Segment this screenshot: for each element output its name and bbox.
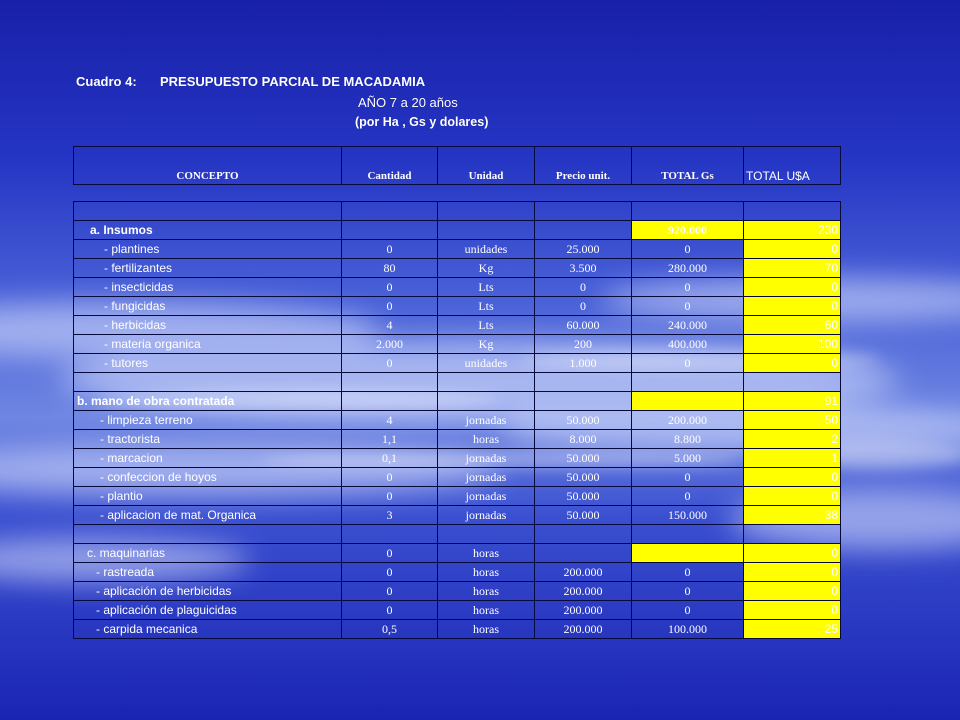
row-cantidad: 4 <box>342 411 438 430</box>
row-precio: 50.000 <box>535 506 632 525</box>
row-cantidad: 2.000 <box>342 335 438 354</box>
row-cantidad: 0 <box>342 563 438 582</box>
row-total-gs: 240.000 <box>632 316 744 335</box>
row-total-usd: 0 <box>744 563 841 582</box>
row-cantidad: 0,5 <box>342 620 438 639</box>
row-concepto: - confeccion de hoyos <box>74 468 342 487</box>
row-concepto: - carpida mecanica <box>74 620 342 639</box>
header-concepto: CONCEPTO <box>74 147 342 185</box>
section-label-maquinarias: c. maquinarias <box>74 544 342 563</box>
header-precio: Precio unit. <box>535 147 632 185</box>
header-total-gs: TOTAL Gs <box>632 147 744 185</box>
row-unidad: jornadas <box>438 449 535 468</box>
table-row <box>74 468 841 487</box>
section-total-usd-mano-obra: 91 <box>744 392 841 411</box>
row-cantidad: 80 <box>342 259 438 278</box>
row-precio: 50.000 <box>535 487 632 506</box>
section-row-mano-obra <box>74 392 841 411</box>
row-unidad: unidades <box>438 240 535 259</box>
table-row <box>74 335 841 354</box>
row-total-usd: 0 <box>744 297 841 316</box>
row-concepto: - tractorista <box>74 430 342 449</box>
row-cantidad: 3 <box>342 506 438 525</box>
table-row <box>74 354 841 373</box>
row-concepto: - fertilizantes <box>74 259 342 278</box>
budget-table <box>73 146 841 639</box>
row-total-gs: 5.000 <box>632 449 744 468</box>
row-concepto: - rastreada <box>74 563 342 582</box>
section-unidad-maquinarias: horas <box>438 544 535 563</box>
row-concepto: - herbicidas <box>74 316 342 335</box>
row-unidad: jornadas <box>438 411 535 430</box>
row-total-usd: 60 <box>744 316 841 335</box>
row-precio: 50.000 <box>535 411 632 430</box>
row-precio: 1.000 <box>535 354 632 373</box>
row-total-usd: 0 <box>744 278 841 297</box>
row-total-gs: 0 <box>632 278 744 297</box>
row-total-gs: 0 <box>632 582 744 601</box>
row-concepto: - limpieza terreno <box>74 411 342 430</box>
title-block <box>0 0 960 140</box>
row-cantidad: 0 <box>342 297 438 316</box>
row-total-gs: 8.800 <box>632 430 744 449</box>
row-concepto: - materia organica <box>74 335 342 354</box>
row-concepto: - plantio <box>74 487 342 506</box>
table-row <box>74 563 841 582</box>
section-row-maquinarias <box>74 544 841 563</box>
row-cantidad: 0 <box>342 240 438 259</box>
row-cantidad: 4 <box>342 316 438 335</box>
row-cantidad: 0 <box>342 582 438 601</box>
row-cantidad: 0 <box>342 601 438 620</box>
row-cantidad: 0 <box>342 468 438 487</box>
row-cantidad: 0,1 <box>342 449 438 468</box>
row-total-gs: 0 <box>632 468 744 487</box>
table-title: PRESUPUESTO PARCIAL DE MACADAMIA <box>160 74 426 89</box>
row-total-gs: 200.000 <box>632 411 744 430</box>
table-row <box>74 411 841 430</box>
blank-row <box>74 525 841 544</box>
row-total-gs: 0 <box>632 297 744 316</box>
row-total-usd: 0 <box>744 601 841 620</box>
table-row <box>74 620 841 639</box>
row-unidad: Kg <box>438 259 535 278</box>
table-row <box>74 487 841 506</box>
row-unidad: Lts <box>438 278 535 297</box>
row-total-usd: 0 <box>744 487 841 506</box>
section-label-insumos: a. Insumos <box>74 221 342 240</box>
row-precio: 50.000 <box>535 468 632 487</box>
header-total-usd: TOTAL U$A <box>744 147 841 185</box>
row-concepto: - aplicación de plaguicidas <box>74 601 342 620</box>
row-total-gs: 0 <box>632 487 744 506</box>
row-precio: 0 <box>535 297 632 316</box>
table-row <box>74 449 841 468</box>
row-total-gs: 0 <box>632 240 744 259</box>
table-row <box>74 582 841 601</box>
header-row <box>74 147 841 185</box>
header-unidad: Unidad <box>438 147 535 185</box>
table-row <box>74 430 841 449</box>
row-total-usd: 1 <box>744 449 841 468</box>
row-concepto: - plantines <box>74 240 342 259</box>
row-precio: 0 <box>535 278 632 297</box>
row-unidad: Kg <box>438 335 535 354</box>
table-subtitle-year: AÑO 7 a 20 años <box>358 95 458 110</box>
section-cantidad-maquinarias: 0 <box>342 544 438 563</box>
section-total-usd-maquinarias: 0 <box>744 544 841 563</box>
row-total-usd: 2 <box>744 430 841 449</box>
row-total-gs: 150.000 <box>632 506 744 525</box>
row-concepto: - aplicación de herbicidas <box>74 582 342 601</box>
table-row <box>74 278 841 297</box>
row-unidad: horas <box>438 601 535 620</box>
row-total-usd: 0 <box>744 354 841 373</box>
row-total-usd: 0 <box>744 240 841 259</box>
row-unidad: jornadas <box>438 487 535 506</box>
row-precio: 25.000 <box>535 240 632 259</box>
row-concepto: - marcacion <box>74 449 342 468</box>
table-row <box>74 506 841 525</box>
row-precio: 200.000 <box>535 620 632 639</box>
row-total-usd: 25 <box>744 620 841 639</box>
row-precio: 200.000 <box>535 601 632 620</box>
row-total-usd: 0 <box>744 468 841 487</box>
row-total-gs: 100.000 <box>632 620 744 639</box>
row-cantidad: 0 <box>342 278 438 297</box>
section-total-usd-insumos: 230 <box>744 221 841 240</box>
row-unidad: Lts <box>438 297 535 316</box>
row-total-gs: 0 <box>632 563 744 582</box>
row-total-usd: 70 <box>744 259 841 278</box>
table-subtitle-units: (por Ha , Gs y dolares) <box>355 115 489 129</box>
row-unidad: horas <box>438 620 535 639</box>
row-precio: 8.000 <box>535 430 632 449</box>
table-row <box>74 259 841 278</box>
section-total-gs-insumos: 920.000 <box>632 221 744 240</box>
section-total-gs-mano-obra <box>632 392 744 411</box>
table-row <box>74 240 841 259</box>
section-total-gs-maquinarias <box>632 544 744 563</box>
row-unidad: horas <box>438 430 535 449</box>
row-unidad: horas <box>438 563 535 582</box>
row-total-gs: 0 <box>632 601 744 620</box>
header-cantidad: Cantidad <box>342 147 438 185</box>
row-total-gs: 400.000 <box>632 335 744 354</box>
row-cantidad: 0 <box>342 354 438 373</box>
row-cantidad: 1,1 <box>342 430 438 449</box>
row-concepto: - tutores <box>74 354 342 373</box>
row-precio: 200.000 <box>535 582 632 601</box>
row-precio: 3.500 <box>535 259 632 278</box>
blank-row <box>74 373 841 392</box>
row-unidad: unidades <box>438 354 535 373</box>
table-row <box>74 297 841 316</box>
row-unidad: jornadas <box>438 506 535 525</box>
table-label: Cuadro 4: <box>76 74 137 89</box>
spacer-row <box>74 185 841 202</box>
table-row <box>74 316 841 335</box>
row-total-usd: 50 <box>744 411 841 430</box>
table-row <box>74 601 841 620</box>
row-precio: 200 <box>535 335 632 354</box>
row-precio: 200.000 <box>535 563 632 582</box>
section-label-mano-obra: b. mano de obra contratada <box>74 392 342 411</box>
row-total-usd: 38 <box>744 506 841 525</box>
row-precio: 60.000 <box>535 316 632 335</box>
row-total-usd: 100 <box>744 335 841 354</box>
row-unidad: Lts <box>438 316 535 335</box>
row-unidad: horas <box>438 582 535 601</box>
row-total-gs: 0 <box>632 354 744 373</box>
row-total-usd: 0 <box>744 582 841 601</box>
row-precio: 50.000 <box>535 449 632 468</box>
section-row-insumos <box>74 221 841 240</box>
blank-row <box>74 202 841 221</box>
row-total-gs: 280.000 <box>632 259 744 278</box>
row-cantidad: 0 <box>342 487 438 506</box>
row-concepto: - fungicidas <box>74 297 342 316</box>
row-concepto: - insecticidas <box>74 278 342 297</box>
row-concepto: - aplicacion de mat. Organica <box>74 506 342 525</box>
row-unidad: jornadas <box>438 468 535 487</box>
